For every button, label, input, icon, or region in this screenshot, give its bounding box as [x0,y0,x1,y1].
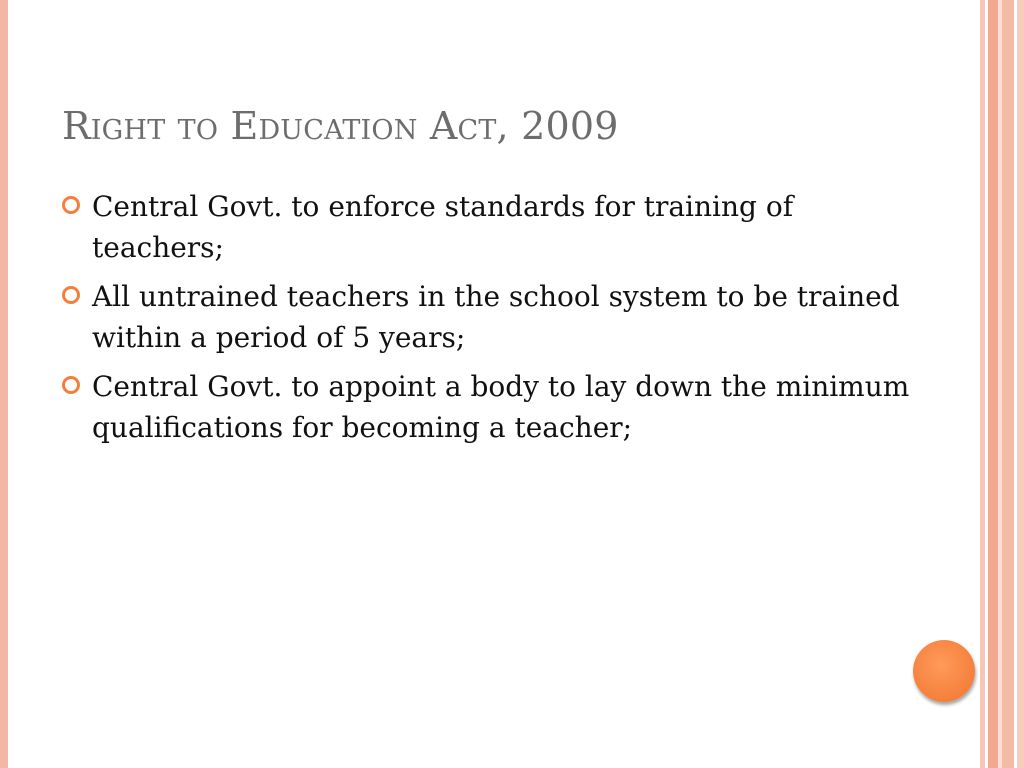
orange-circle-icon [913,640,975,702]
bullet-text: All untrained teachers in the school system to be trained within a period of 5 years; [92,280,900,354]
circle-bullet-icon [62,376,80,394]
bullet-item [62,366,922,448]
bullet-item [62,276,922,358]
bullet-text: Central Govt. to appoint a body to lay down the minimum qualifications for becoming a teacher; [92,370,910,444]
bullet-item [62,186,922,268]
right-border-stripes [980,0,1024,768]
bullet-list [62,186,922,456]
bullet-text: Central Govt. to enforce standards for training of teachers; [92,190,794,264]
circle-bullet-icon [62,196,80,214]
slide-title: Right to Education Act, 2009 [62,104,619,148]
left-border-stripe [0,0,8,768]
circle-bullet-icon [62,286,80,304]
